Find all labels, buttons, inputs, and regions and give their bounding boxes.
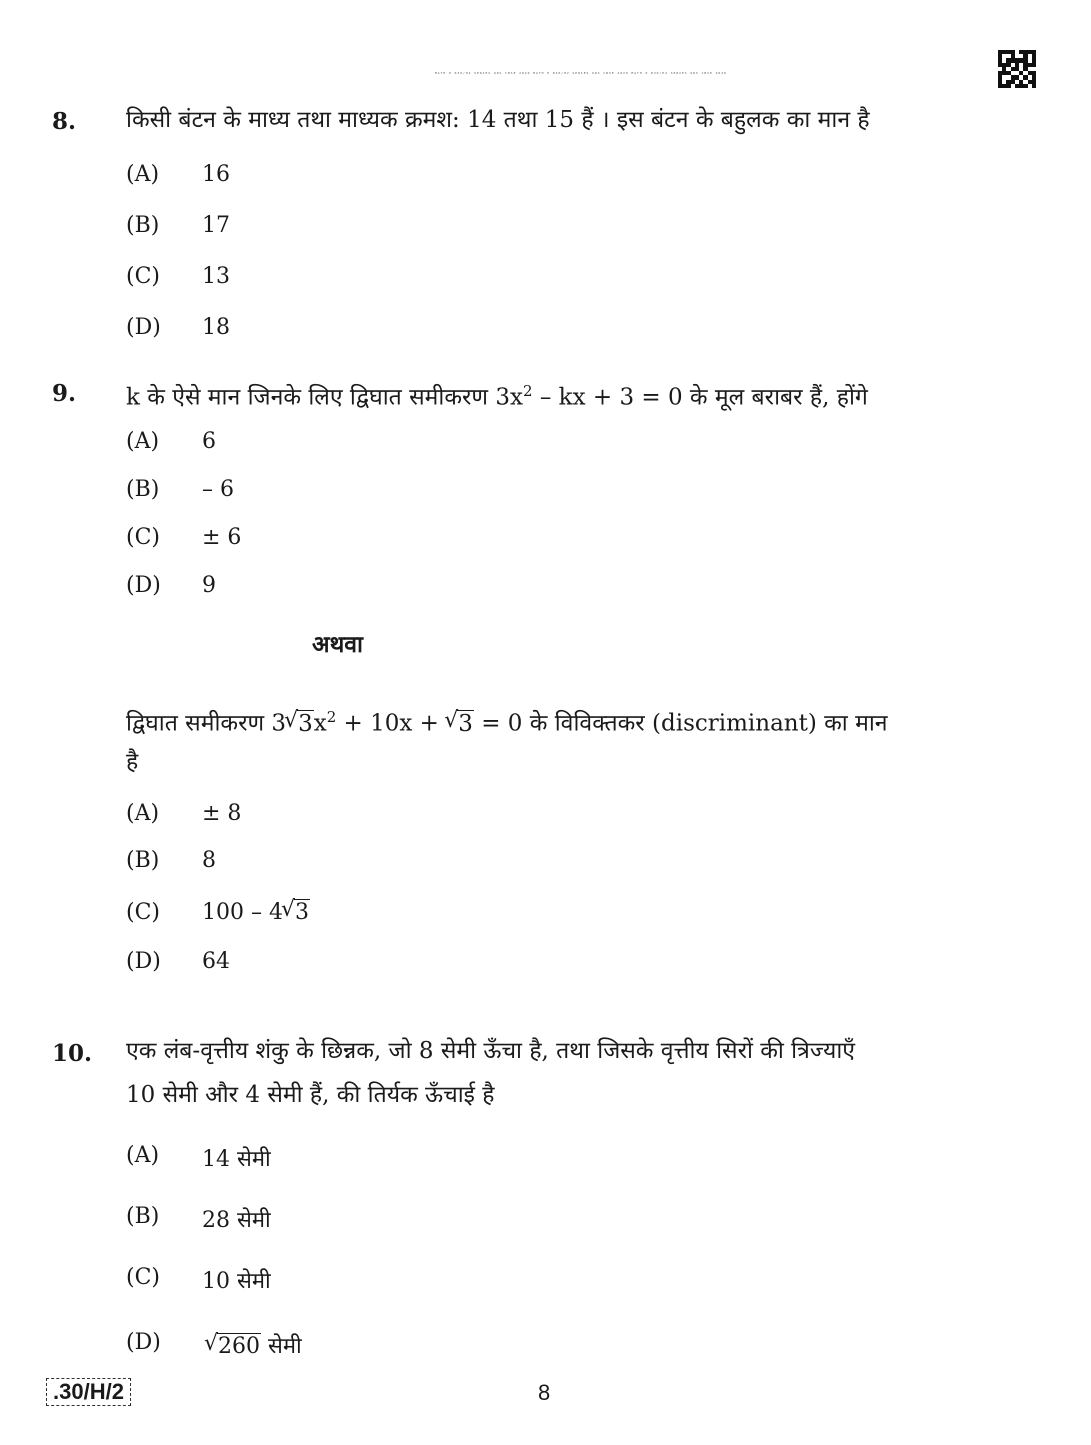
option-letter: (D) <box>126 315 161 340</box>
exponent: 2 <box>326 708 337 726</box>
radicand: 260 <box>218 1334 260 1359</box>
question-text-part: – kx + 3 = 0 के मूल बराबर हैं, होंगे <box>532 384 868 411</box>
option-value: – 6 <box>202 477 234 502</box>
option-value: 8 <box>202 848 216 873</box>
question-text: एक लंब-वृत्तीय शंकु के छिन्नक, जो 8 सेमी ऊँचा है, तथा जिसके वृत्तीय सिरों की त्रिज्याएँ <box>126 1038 856 1064</box>
option-letter: (B) <box>126 477 160 502</box>
sqrt-expression <box>446 702 474 746</box>
option-value <box>206 1330 302 1360</box>
option-value-part: 100 – 4 <box>202 900 283 925</box>
question-text-part: + 10x + <box>336 710 447 737</box>
alt-question-text-line2: है <box>126 749 139 775</box>
option-letter: (A) <box>126 162 160 187</box>
option-value: 17 <box>202 213 230 238</box>
option-letter: (B) <box>126 1204 160 1229</box>
option-letter: (C) <box>126 525 160 550</box>
question-number: 9. <box>52 380 77 407</box>
option-letter: (A) <box>126 801 160 826</box>
question-text: किसी बंटन के माध्य तथा माध्यक क्रमश: 14 तथा 15 हैं । इस बंटन के बहुलक का मान है <box>126 107 870 133</box>
option-letter: (D) <box>126 949 161 974</box>
question-number: 8. <box>52 108 77 135</box>
option-letter: (B) <box>126 848 160 873</box>
option-letter: (C) <box>126 900 160 925</box>
question-text <box>126 369 1006 420</box>
option-letter: (B) <box>126 213 160 238</box>
qr-module <box>1032 84 1036 88</box>
option-value: 9 <box>202 573 216 598</box>
sqrt-expression <box>286 702 314 746</box>
question-text-part: k के ऐसे मान जिनके लिए द्विघात समीकरण 3x <box>126 384 523 411</box>
option-value: 10 सेमी <box>202 1269 271 1294</box>
option-value: 16 <box>202 162 230 187</box>
header-microtext: MATH P R30/H2 SERIES QRS CBSE 2020 MATH P R30/H2 SERIES QRS CBSE 2020 MATH P R30/H2 SERIES QRS CBSE 2020 <box>435 71 727 75</box>
question-text-part: = 0 के विविक्तकर (discriminant) का मान <box>473 710 888 737</box>
radicand: 3 <box>298 710 313 737</box>
option-value: 6 <box>202 429 216 454</box>
exponent: 2 <box>522 382 533 400</box>
sqrt-expression <box>283 900 310 925</box>
radicand: 3 <box>458 710 473 737</box>
option-letter: (A) <box>126 429 160 454</box>
option-value: 18 <box>202 315 230 340</box>
option-value: 64 <box>202 949 230 974</box>
question-number: 10. <box>52 1040 93 1067</box>
option-letter: (D) <box>126 573 161 598</box>
option-value: ± 6 <box>202 525 242 550</box>
sqrt-expression <box>206 1334 261 1359</box>
page-number: 8 <box>538 1380 551 1405</box>
option-value-part: सेमी <box>261 1334 302 1359</box>
option-letter: (C) <box>126 264 160 289</box>
option-letter: (A) <box>126 1143 160 1168</box>
option-value <box>202 900 310 925</box>
option-value: 28 सेमी <box>202 1208 271 1233</box>
question-text-line2: 10 सेमी और 4 सेमी हैं, की तिर्यक ऊँचाई है <box>126 1082 495 1108</box>
option-value: ± 8 <box>202 801 242 826</box>
paper-code: .30/H/2 <box>46 1378 131 1406</box>
qr-code-icon <box>998 50 1036 88</box>
option-letter: (D) <box>126 1330 161 1355</box>
option-value: 14 सेमी <box>202 1147 271 1172</box>
question-text-part: द्विघात समीकरण 3 <box>126 710 287 737</box>
alt-question-text <box>126 695 986 746</box>
or-label: अथवा <box>312 631 364 658</box>
question-text-part: x <box>313 710 327 737</box>
radicand: 3 <box>294 900 309 925</box>
option-value: 13 <box>202 264 230 289</box>
option-letter: (C) <box>126 1265 160 1290</box>
